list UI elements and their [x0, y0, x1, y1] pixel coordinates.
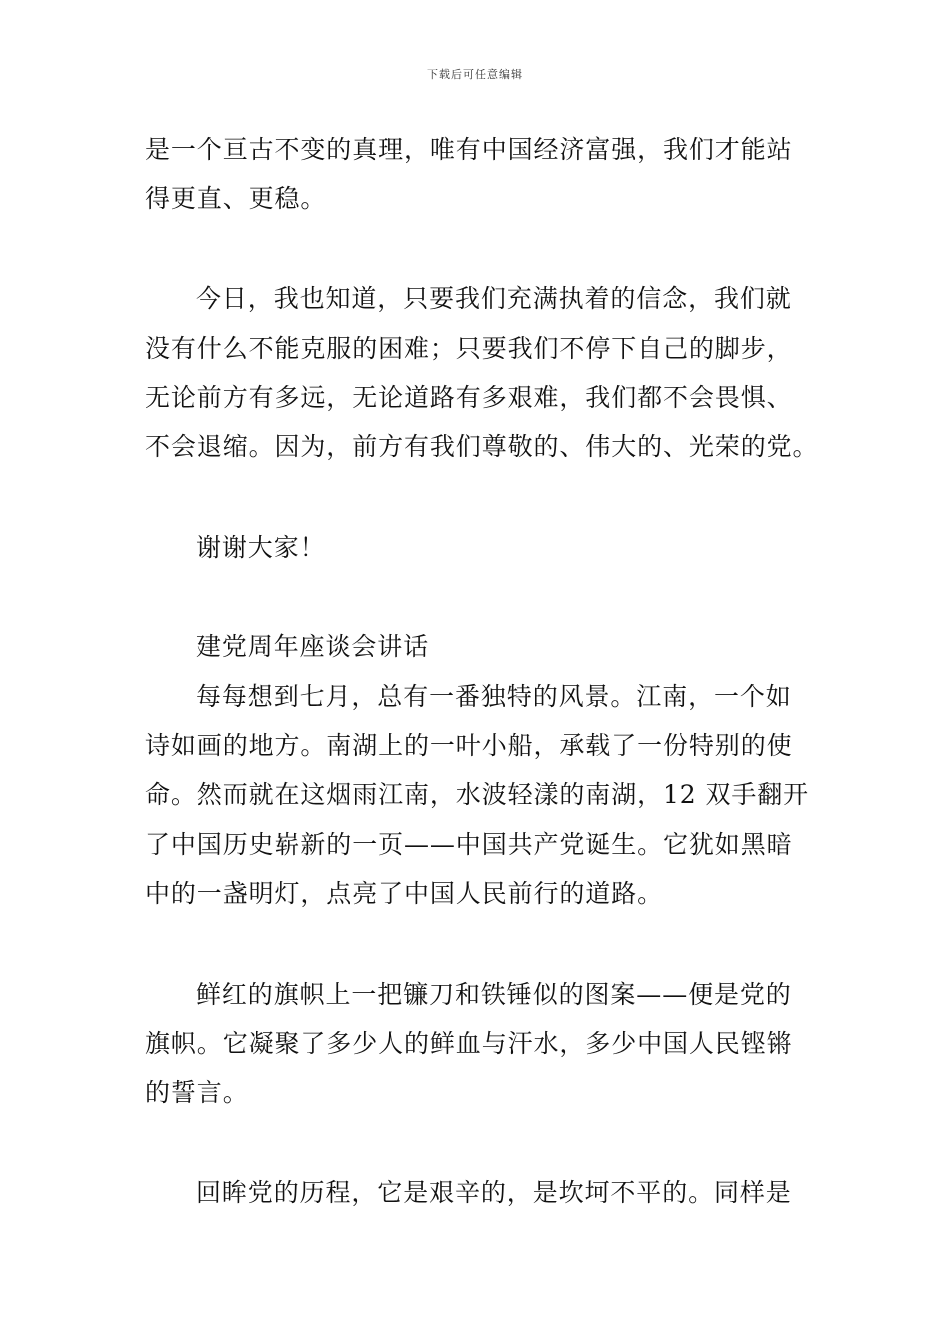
text-line: 得更直、更稳。 — [145, 184, 327, 213]
text-line: 是一个亘古不变的真理，唯有中国经济富强，我们才能站 — [145, 135, 793, 164]
text-line: 命。然而就在这烟雨江南，水波轻漾的南湖，12 双手翻开 — [145, 780, 810, 809]
text-line: 了中国历史崭新的一页——中国共产党诞生。它犹如黑暗 — [145, 830, 793, 859]
paragraph-first-line: 今日，我也知道，只要我们充满执着的信念，我们就 — [196, 284, 792, 313]
closing-thanks: 谢谢大家！ — [196, 533, 326, 562]
paragraph-first-line: 每每想到七月，总有一番独特的风景。江南，一个如 — [196, 682, 792, 711]
text-line: 诗如画的地方。南湖上的一叶小船，承载了一份特别的使 — [145, 731, 793, 760]
text-line: 旗帜。它凝聚了多少人的鲜血与汗水，多少中国人民铿锵 — [145, 1029, 793, 1058]
text-line: 的誓言。 — [145, 1078, 249, 1107]
section-title: 建党周年座谈会讲话 — [196, 632, 430, 661]
text-line: 没有什么不能克服的困难；只要我们不停下自己的脚步， — [145, 334, 793, 363]
text-line: 无论前方有多远，无论道路有多艰难，我们都不会畏惧、 — [145, 383, 793, 412]
paragraph-first-line: 鲜红的旗帜上一把镰刀和铁锤似的图案——便是党的 — [196, 980, 792, 1009]
paragraph-first-line: 回眸党的历程，它是艰辛的，是坎坷不平的。同样是 — [196, 1178, 792, 1207]
page-header: 下载后可任意编辑 — [427, 68, 523, 81]
text-line: 不会退缩。因为，前方有我们尊敬的、伟大的、光荣的党。 — [145, 432, 819, 461]
text-line: 中的一盏明灯，点亮了中国人民前行的道路。 — [145, 879, 664, 908]
